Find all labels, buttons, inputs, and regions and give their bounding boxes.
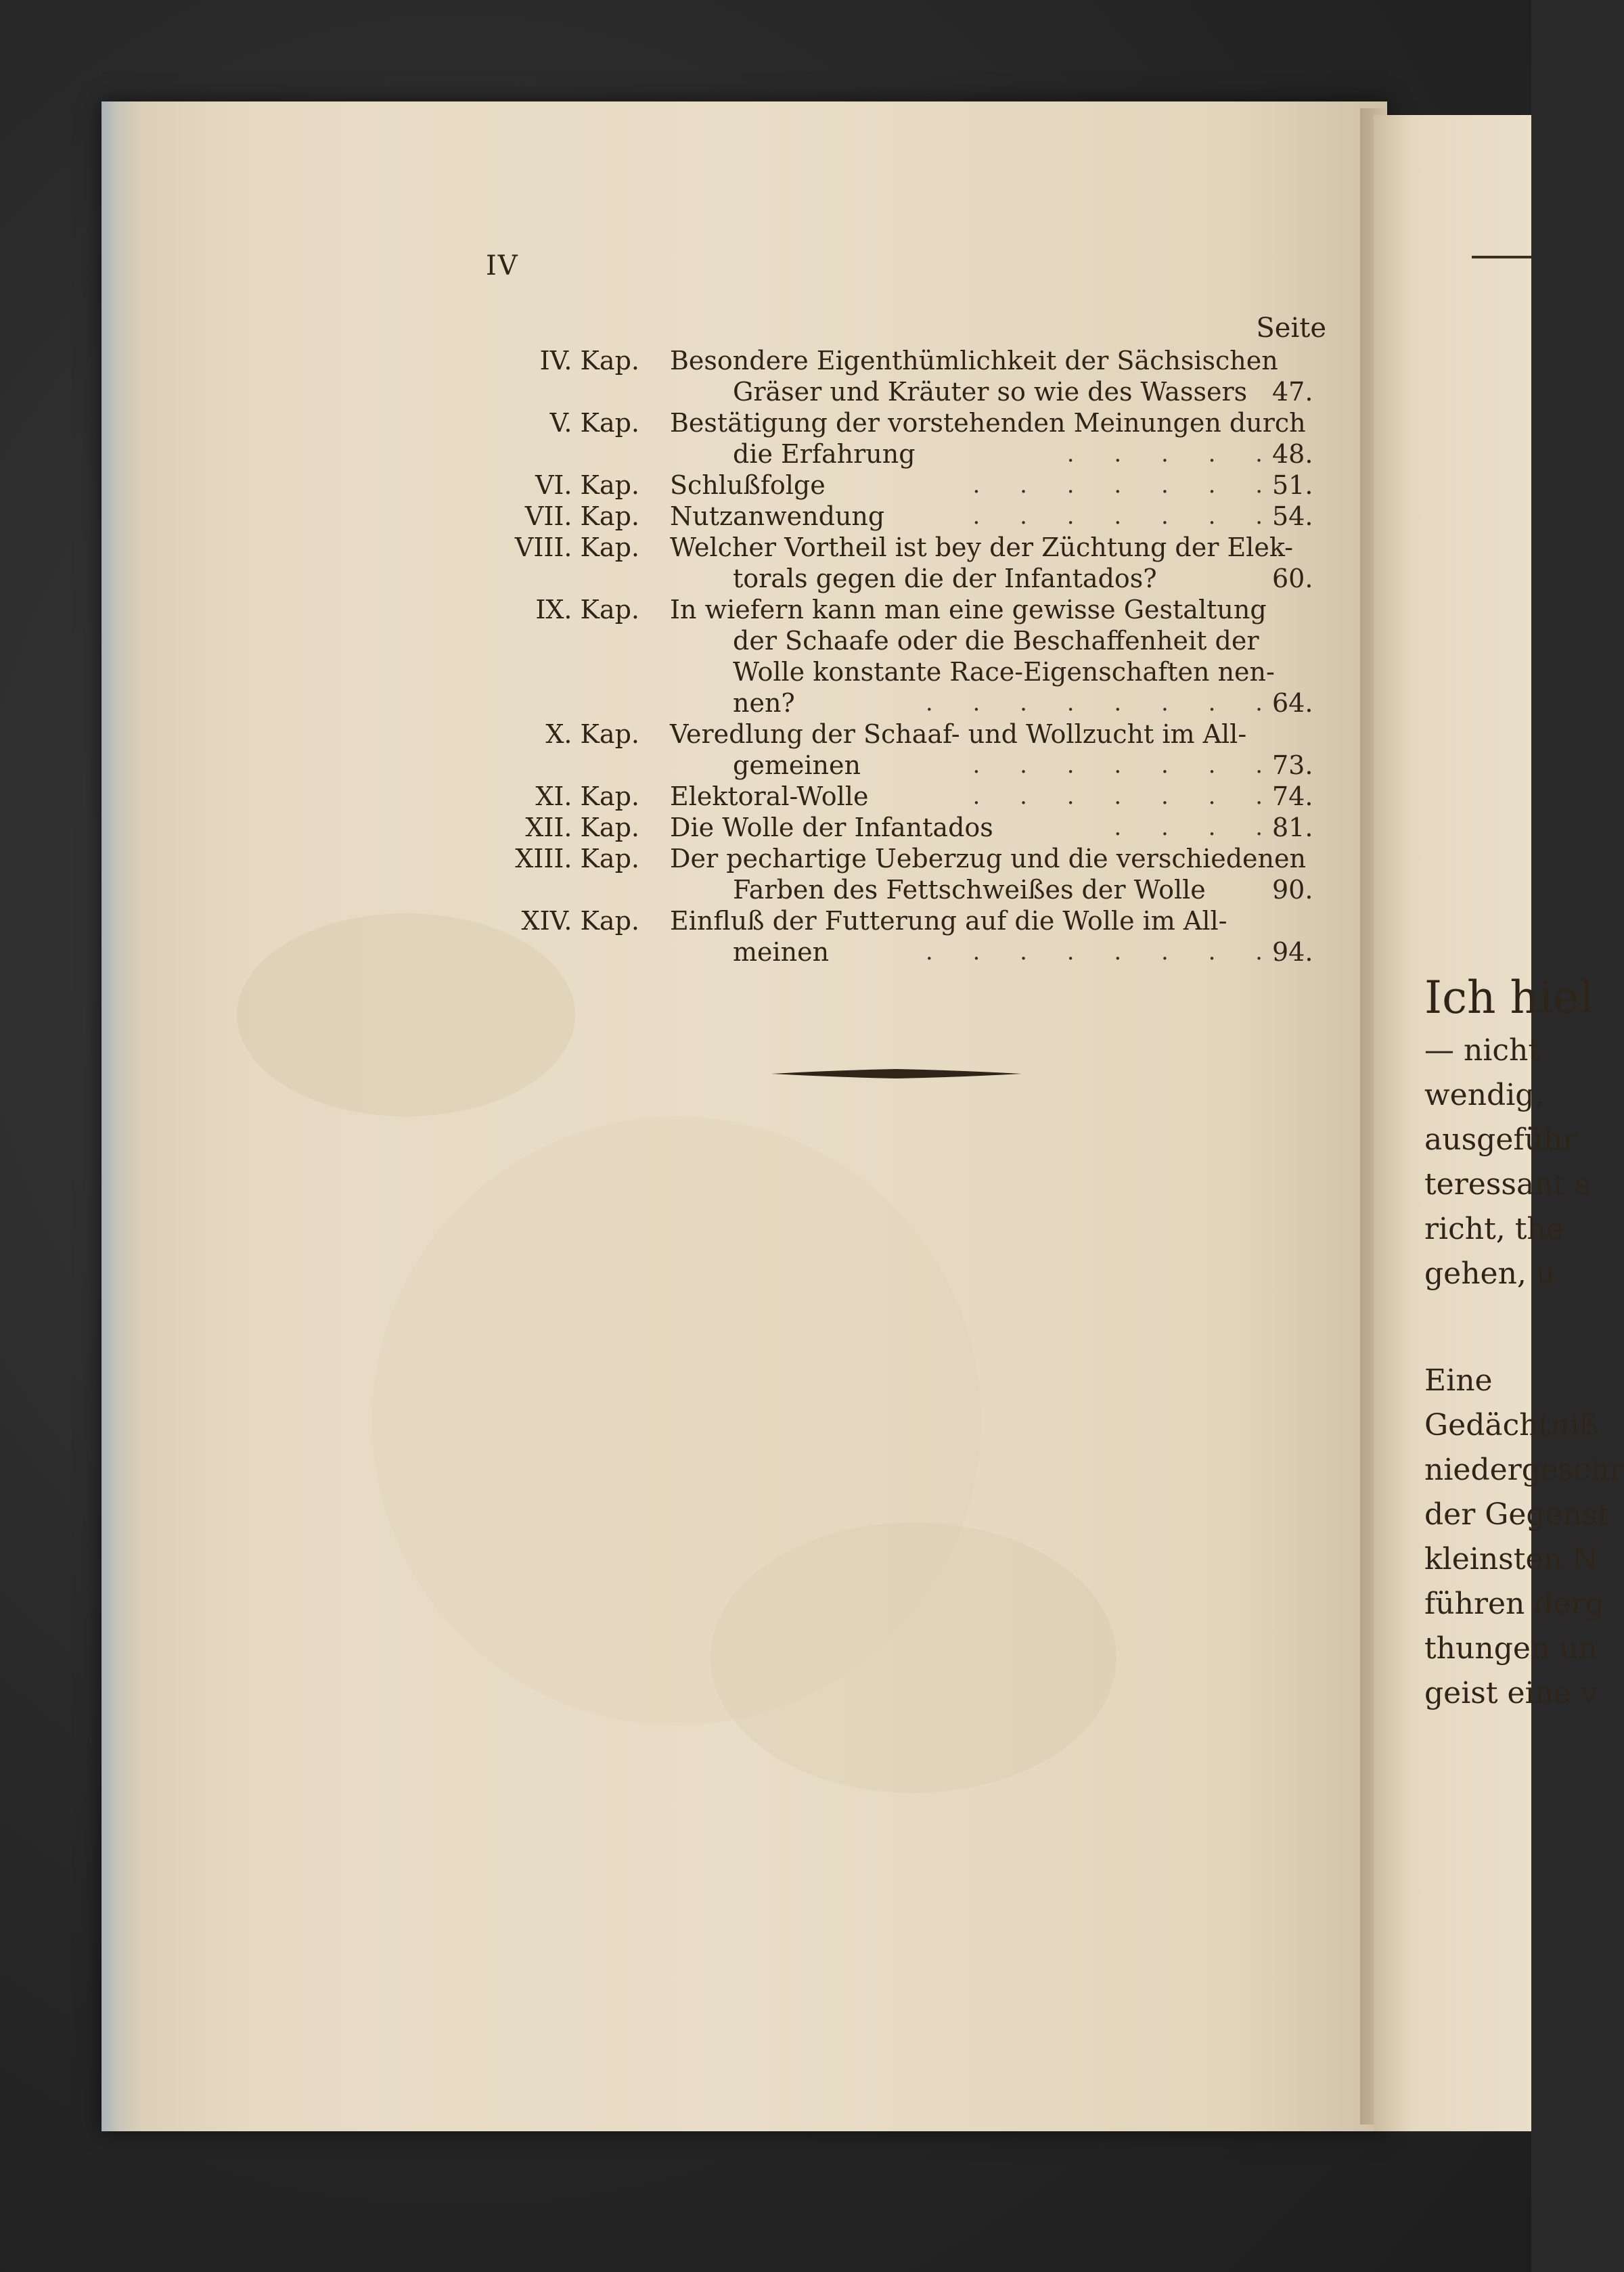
toc-entry bbox=[474, 843, 1333, 905]
chapter-number: VII. Kap. bbox=[524, 501, 639, 531]
chapter-number: V. Kap. bbox=[549, 408, 639, 438]
right-page-text bbox=[1424, 968, 1624, 1716]
header-rule bbox=[1472, 256, 1531, 258]
toc-entry: XII. Kap. Die Wolle der Infantados . . . . 81. bbox=[474, 812, 1333, 843]
toc-entry: XIV. Kap. Einfluß der Futterung auf die Wolle im All- meinen . . . . . . . . 94. bbox=[474, 905, 1333, 968]
chapter-number: XII. Kap. bbox=[525, 813, 639, 842]
entry-title: der Schaafe oder die Beschaffenheit der bbox=[733, 626, 1259, 656]
text-line: geist eine v bbox=[1424, 1676, 1598, 1710]
page-ref: 94. bbox=[1272, 937, 1313, 967]
entry-title: Farben des Fettschweißes der Wolle bbox=[733, 875, 1206, 905]
chapter-number: VI. Kap. bbox=[535, 470, 639, 500]
entry-title: Bestätigung der vorstehenden Meinungen durch bbox=[670, 408, 1306, 438]
chapter-number: IX. Kap. bbox=[535, 595, 639, 624]
paragraph-gap bbox=[1424, 1296, 1531, 1359]
chapter-number: XI. Kap. bbox=[535, 781, 639, 811]
text-line: Gedächtniß bbox=[1424, 1408, 1600, 1442]
table-of-contents bbox=[474, 345, 1333, 968]
entry-title: Elektoral-Wolle bbox=[670, 781, 869, 811]
chapter-number: XIII. Kap. bbox=[515, 844, 639, 873]
chapter-number: X. Kap. bbox=[545, 719, 639, 749]
page-ref: 73. bbox=[1272, 750, 1313, 780]
page-ref: 81. bbox=[1272, 813, 1313, 842]
text-line: teressant s bbox=[1424, 1167, 1590, 1202]
toc-entry: IX. Kap. In wiefern kann man eine gewisse Gestaltung der Schaafe oder die Beschaffenheit der Wolle konstante Race-Eigenschaften nen- nen? . . . . . . . . 64. bbox=[474, 594, 1333, 719]
text-line: Eine bbox=[1424, 1363, 1493, 1398]
text-line: richt, the bbox=[1424, 1212, 1564, 1246]
page-ref: 54. bbox=[1272, 501, 1313, 531]
page-number: IV bbox=[486, 250, 519, 281]
entry-title: Besondere Eigenthümlichkeit der Sächsischen bbox=[670, 346, 1278, 376]
page-ref: 64. bbox=[1272, 688, 1313, 718]
text-line: ausgeführ bbox=[1424, 1122, 1577, 1157]
page-ref: 60. bbox=[1272, 564, 1313, 593]
text-line: wendig, bbox=[1424, 1078, 1544, 1112]
entry-title: gemeinen bbox=[733, 750, 861, 780]
toc-entry: XI. Kap. Elektoral-Wolle . . . . . . . 74. bbox=[474, 781, 1333, 812]
toc-entry bbox=[474, 345, 1333, 407]
column-header: Seite bbox=[1256, 313, 1326, 344]
text-line: gehen, u bbox=[1424, 1256, 1556, 1291]
text-line: niedergeschr bbox=[1424, 1453, 1624, 1487]
toc-entry: VII. Kap. Nutzanwendung . . . . . . . 54. bbox=[474, 501, 1333, 532]
entry-title: Schlußfolge bbox=[670, 470, 826, 500]
toc-entry: V. Kap. Bestätigung der vorstehenden Meinungen durch die Erfahrung . . . . . 48. bbox=[474, 407, 1333, 470]
entry-title: nen? bbox=[733, 688, 795, 718]
ornamental-rule bbox=[771, 1068, 1022, 1080]
entry-title: Der pechartige Ueberzug und die verschiedenen bbox=[670, 844, 1306, 873]
page-ref: 48. bbox=[1272, 439, 1313, 469]
text-line: Ich hiel bbox=[1424, 972, 1594, 1024]
entry-title: die Erfahrung bbox=[733, 439, 916, 469]
text-line: kleinsten N bbox=[1424, 1542, 1598, 1576]
entry-title: Welcher Vortheil ist bey der Züchtung der Elek- bbox=[670, 532, 1294, 562]
page-ref: 47. bbox=[1272, 377, 1313, 407]
page-ref: 51. bbox=[1272, 470, 1313, 500]
page-ref: 90. bbox=[1272, 875, 1313, 905]
chapter-number: VIII. Kap. bbox=[514, 532, 639, 562]
entry-title: In wiefern kann man eine gewisse Gestaltung bbox=[670, 595, 1267, 624]
text-line: der Gegenst bbox=[1424, 1497, 1610, 1532]
entry-title: Nutzanwendung bbox=[670, 501, 885, 531]
entry-title: meinen bbox=[733, 937, 830, 967]
text-line: — nicht bbox=[1424, 1033, 1541, 1068]
text-line: thungen un bbox=[1424, 1631, 1598, 1666]
toc-entry: X. Kap. Veredlung der Schaaf- und Wollzucht im All- gemeinen . . . . . . . 73. bbox=[474, 719, 1333, 781]
page-edge bbox=[102, 101, 142, 2131]
entry-title: torals gegen die der Infantados? bbox=[733, 564, 1157, 593]
paper-stain bbox=[372, 1116, 981, 1725]
text-line: führen derg bbox=[1424, 1587, 1604, 1621]
entry-title: Wolle konstante Race-Eigenschaften nen- bbox=[733, 657, 1275, 687]
chapter-number: IV. Kap. bbox=[539, 346, 639, 376]
entry-title: Veredlung der Schaaf- und Wollzucht im All- bbox=[670, 719, 1247, 749]
toc-entry bbox=[474, 532, 1333, 594]
entry-title: Die Wolle der Infantados bbox=[670, 813, 993, 842]
entry-title: Einfluß der Futterung auf die Wolle im All- bbox=[670, 906, 1227, 936]
entry-title: Gräser und Kräuter so wie des Wassers bbox=[733, 377, 1248, 407]
toc-entry: VI. Kap. Schlußfolge . . . . . . . 51. bbox=[474, 470, 1333, 501]
page-ref: 74. bbox=[1272, 781, 1313, 811]
chapter-number: XIV. Kap. bbox=[521, 906, 639, 936]
